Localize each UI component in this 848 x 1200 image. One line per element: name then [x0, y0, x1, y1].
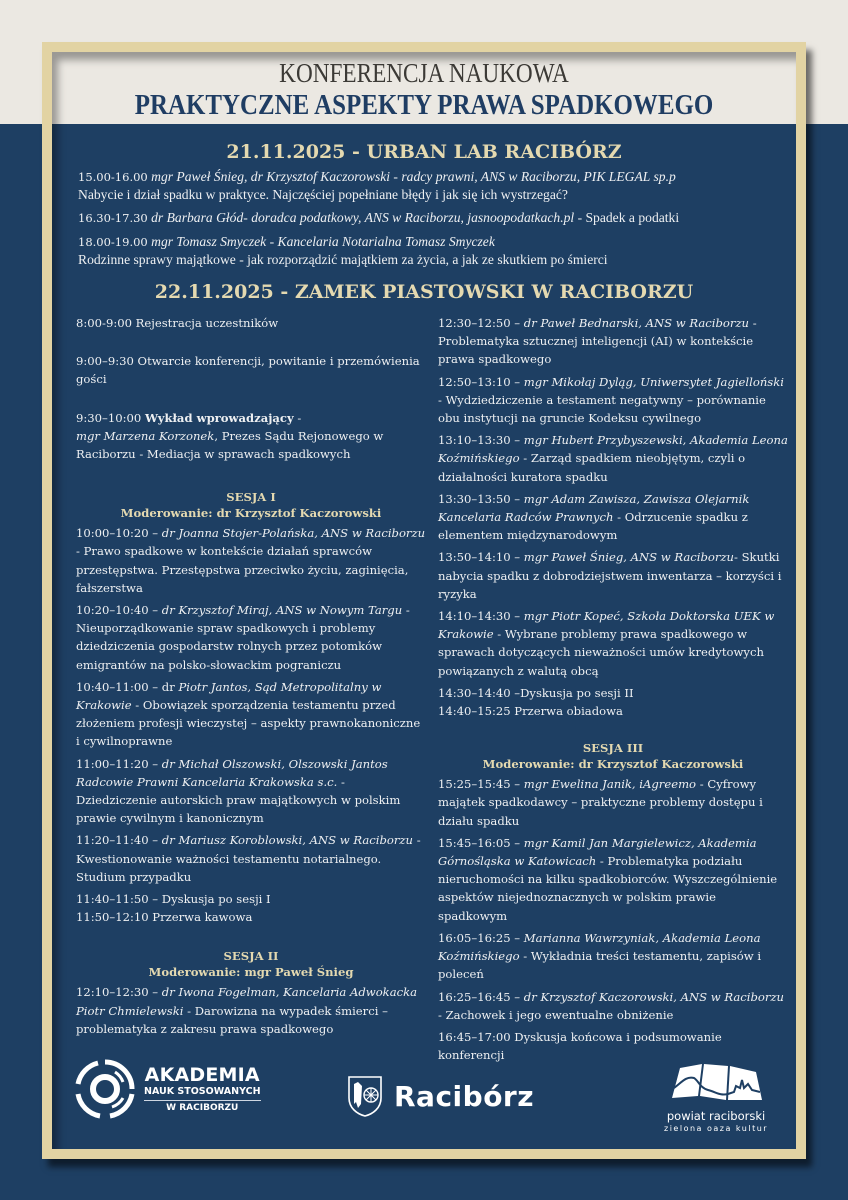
talk: [438, 314, 788, 369]
coat-of-arms-icon: [346, 1074, 384, 1118]
schedule-item: [76, 352, 426, 388]
talk-time: 13:30–13:50 –: [438, 491, 524, 506]
item-text: Rejestracja uczestników: [132, 316, 279, 330]
day1-entry: [78, 233, 778, 268]
keynote-item: [76, 409, 426, 464]
talk: [76, 678, 426, 751]
talk-speaker: dr Iwona Fogelman, Kancelaria Adwokacka Piotr Chmielewski: [76, 985, 418, 1018]
talk: [76, 601, 426, 674]
session3-header: [438, 740, 788, 772]
talk: [438, 607, 788, 680]
talk-topic: - Darowizna na wypadek śmierci – problematyka z zakresu prawa spadkowego: [76, 1003, 388, 1036]
open-book-skyline-icon: [668, 1058, 764, 1104]
talk-time: 12:50–13:10 –: [438, 374, 524, 389]
talk-topic: - Zarząd spadkiem nieobjętym, czyli o działalności kuratora spadku: [438, 451, 746, 484]
talk-topic: - Wybrane problemy prawa spadkowego w sprawach dotyczących nieważności umów kredytowych powiązanych z walutą obcą: [438, 627, 764, 678]
break-item: 14:30–14:40 –Dyskusja po sesji II: [438, 685, 634, 700]
talk-time: 16:25–16:45 –: [438, 989, 524, 1004]
talk-speaker: mgr Kamil Jan Margielewicz, Akademia Górnośląska w Katowicach: [438, 835, 757, 869]
talk: [438, 929, 788, 984]
break-item: 14:40–15:25 Przerwa obiadowa: [438, 704, 623, 719]
talk: [438, 988, 788, 1024]
ans-line3: W RACIBORZU: [166, 1102, 239, 1113]
conference-title: PRAKTYCZNE ASPEKTY PRAWA SPADKOWEGO: [134, 89, 714, 121]
conference-label: KONFERENCJA NAUKOWA: [279, 58, 569, 88]
schedule-item: [76, 314, 426, 332]
talk-topic: - Problematyka sztucznej inteligencji (AI) w kontekście prawa spadkowego: [438, 316, 757, 367]
powiat-name: powiat raciborski: [666, 1109, 766, 1123]
day1-entry: [78, 168, 778, 203]
talk-time: 16:05–16:25 –: [438, 930, 524, 945]
talk-time: 13:10–13:30 –: [438, 433, 524, 448]
talk-speaker: dr Mariusz Koroblowski, ANS w Raciborzu: [161, 833, 414, 848]
break-item: 11:40–11:50 – Dyskusja po sesji I: [76, 892, 271, 907]
poster-header: [52, 58, 796, 122]
entry-time: 18.00-19.00: [78, 235, 148, 249]
talk-topic: - Wykładnia treści testamentu, zapisów i poleceń: [438, 949, 762, 982]
talk-speaker: mgr Piotr Kopeć, Szkoła Doktorska UEK w Krakowie: [438, 609, 775, 642]
entry-topic: Rodzinne sprawy majątkowe - jak rozporządzić majątkiem za życia, a jak ze skutkiem po śmierci: [78, 252, 608, 267]
talk-speaker: mgr Adam Zawisza, Zawisza Olejarnik Kancelaria Radców Prawnych: [438, 491, 750, 525]
talk-topic: - Problematyka podziału nieruchomości na kilku spadkobiorców. Wyszczególnienie aspektów niejednoznacznych w polskim prawie spadkowym: [438, 854, 778, 923]
talk-topic: - Obowiązek sporządzenia testamentu przed złożeniem profesji wieczystej – aspekty prawnokanoniczne i cywilnoprawne: [76, 698, 421, 749]
entry-speaker: mgr Paweł Śnieg, dr Krzysztof Kaczorowski - radcy prawni, ANS w Raciborzu, PIK LEGAL sp.p: [147, 169, 676, 184]
talk-time: 14:10–14:30 –: [438, 609, 524, 624]
talk-time: 10:20–10:40 –: [76, 603, 162, 618]
talk-time: 15:45–16:05 –: [438, 835, 524, 850]
item-time: 8:00-9:00: [76, 316, 132, 330]
session-moderator: Moderowanie: mgr Paweł Śnieg: [148, 965, 354, 980]
talk-speaker: mgr Mikołaj Dyląg, Uniwersytet Jagielloński: [523, 374, 784, 389]
talk-topic: - Prawo spadkowe w kontekście działań sprawców przestępstwa. Przestępstwa przeciwko życiu, zaginięcia, fałszerstwa: [76, 544, 409, 595]
talk-speaker: dr Krzysztof Kaczorowski, ANS w Raciborzu: [523, 989, 785, 1004]
closing-item: 16:45–17:00 Dyskusja końcowa i podsumowanie konferencji: [438, 1029, 722, 1063]
powiat-logo: [664, 1058, 768, 1134]
talk-time: 11:00–11:20 –: [76, 756, 162, 771]
separator: -: [293, 410, 302, 425]
entry-time: 16.30-17.30: [78, 211, 148, 225]
talk-topic: - Cyfrowy majątek spadkodawcy – praktyczne problemy dostępu i działu spadku: [438, 777, 763, 828]
talk: [438, 431, 788, 486]
break-item: 11:50–12:10 Przerwa kawowa: [76, 910, 253, 925]
session-title: SESJA III: [582, 741, 644, 756]
ans-wordmark: [144, 1064, 261, 1115]
talk-topic: - Dziedziczenie autorskich praw majątkowych w polskim prawie cywilnym i kanonicznym: [76, 774, 401, 826]
session2-header: [76, 948, 426, 980]
talk-time: 15:25–15:45 –: [438, 777, 524, 792]
talk-time: 10:40–11:00 – dr: [76, 679, 179, 694]
talk-speaker: mgr Hubert Przybyszewski, Akademia Leona Koźmińskiego: [438, 433, 788, 466]
day2-title: 22.11.2025 - ZAMEK PIASTOWSKI W RACIBORZU: [154, 281, 694, 303]
talk: [438, 373, 788, 428]
talk-speaker: mgr Paweł Śnieg, ANS w Raciborzu: [523, 550, 735, 565]
talk-speaker: Piotr Jantos, Sąd Metropolitalny w Krakowie: [76, 679, 382, 713]
day2-left-column: [76, 314, 426, 1042]
talk: [438, 548, 788, 603]
talk-topic: - Skutki nabycia spadku z dobrodziejstwem inwentarza – korzyści i ryzyka: [438, 550, 782, 601]
talk-speaker: dr Joanna Stojer-Polańska, ANS w Raciborzu: [161, 526, 426, 541]
raciborz-wordmark: Racibórz: [394, 1079, 535, 1113]
talk: [438, 834, 788, 925]
entry-time: 15.00-16.00: [78, 170, 148, 184]
talk-time: 13:50–14:10 –: [438, 550, 524, 565]
day2-right-column: [438, 314, 788, 1068]
talk-speaker: dr Paweł Bednarski, ANS w Raciborzu: [523, 316, 750, 330]
day1-entry: [78, 209, 778, 227]
session-title: SESJA II: [223, 949, 279, 964]
ans-logo: [74, 1058, 261, 1120]
talk-time: 11:20–11:40 –: [76, 833, 162, 848]
talk-speaker: mgr Ewelina Janik, iAgreemo: [523, 777, 697, 792]
talk-topic: - Kwestionowanie ważności testamentu notarialnego. Studium przypadku: [76, 833, 421, 884]
keynote-title: Wykład wprowadzający: [144, 410, 294, 425]
item-text: Otwarcie konferencji, powitanie i przemówienia gości: [76, 354, 420, 387]
talk: [76, 755, 426, 828]
talk-time: 10:00–10:20 –: [76, 526, 162, 541]
talk-time: 12:10–12:30 –: [76, 985, 162, 1000]
entry-topic: - Spadek a podatki: [574, 210, 680, 225]
talk-time: 12:30–12:50 –: [438, 316, 524, 330]
talk: [438, 775, 788, 830]
session1-header: [76, 489, 426, 521]
ans-emblem-icon: [74, 1058, 136, 1120]
sponsor-logos: [52, 1052, 796, 1142]
entry-speaker: dr Barbara Głód- doradca podatkowy, ANS w Raciborzu, jasnoopodatkach.pl: [147, 210, 575, 225]
talk: [76, 524, 426, 597]
talk-speaker: dr Michał Olszowski, Olszowski Jantos Radcowie Prawni Kancelaria Krakowska s.c.: [76, 756, 388, 789]
day1-title: 21.11.2025 - URBAN LAB RACIBÓRZ: [226, 141, 622, 163]
talk-topic: - Zachowek i jego ewentualne obniżenie: [438, 1007, 674, 1022]
session-moderator: Moderowanie: dr Krzysztof Kaczorowski: [482, 757, 744, 772]
talk-speaker: dr Krzysztof Miraj, ANS w Nowym Targu: [161, 603, 403, 618]
item-time: 9:30–10:00: [76, 410, 145, 425]
raciborz-logo: [346, 1074, 534, 1118]
session-title: SESJA I: [226, 490, 276, 505]
talk-speaker: Marianna Wawrzyniak, Akademia Leona Koźmińskiego: [438, 930, 761, 964]
talk-topic: - Nieuporządkowanie spraw spadkowych i problemy dziedziczenia gospodarstw rolnych przez potomków emigrantów na polsko-słowackim pograniczu: [76, 603, 410, 672]
entry-speaker: mgr Tomasz Smyczek - Kancelaria Notarialna Tomasz Smyczek: [147, 234, 495, 249]
entry-topic: Nabycie i dział spadku w praktyce. Najczęściej popełniane błędy i jak się ich wystrzegać?: [78, 187, 568, 202]
day1-schedule: [78, 168, 778, 274]
talk: [76, 831, 426, 886]
session-moderator: Moderowanie: dr Krzysztof Kaczorowski: [120, 506, 382, 521]
keynote-topic: , Prezes Sądu Rejonowego w Raciborzu - Mediacja w sprawach spadkowych: [76, 428, 384, 462]
talk: [438, 490, 788, 545]
item-time: 9:00–9:30: [76, 354, 134, 369]
talk-topic: - Wydziedziczenie a testament negatywny – porównanie obu instytucji na gruncie Kodeksu cywilnego: [438, 392, 766, 426]
ans-line2: NAUK STOSOWANYCH: [144, 1086, 261, 1101]
keynote-speaker: mgr Marzena Korzonek: [76, 428, 215, 443]
ans-line1: AKADEMIA: [144, 1063, 260, 1086]
talk-topic: - Odrzucenie spadku z elementem międzynarodowym: [438, 510, 748, 543]
powiat-tagline: zielona oaza kultur: [664, 1124, 769, 1133]
talk: [76, 983, 426, 1038]
